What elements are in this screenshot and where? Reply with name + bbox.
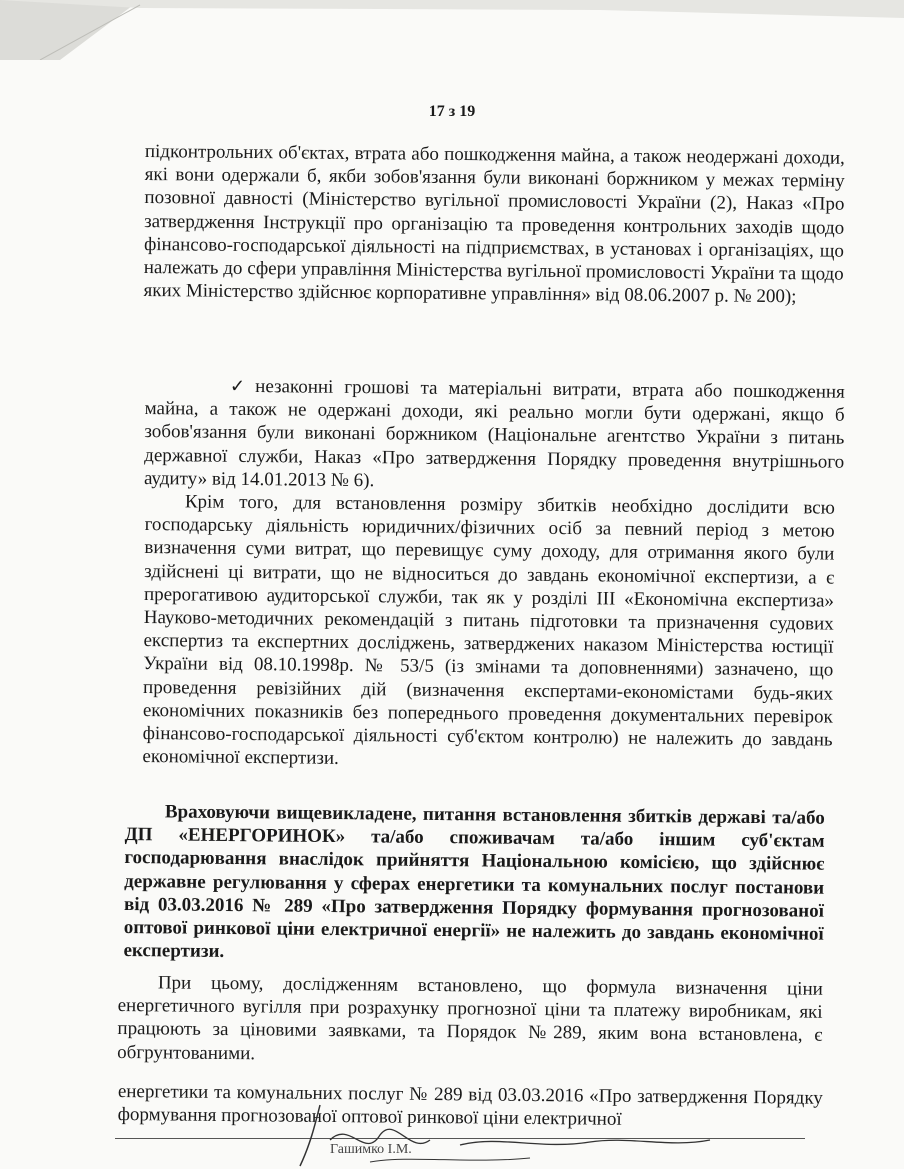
checkmark-icon: ✓ xyxy=(229,375,252,397)
signature-name: Гашимко І.М. xyxy=(330,1142,412,1157)
paragraph-conclusion xyxy=(123,800,825,969)
page-number: 17 з 19 xyxy=(428,103,476,120)
paragraph-top-text: підконтрольних об'єктах, втрата або пошкодження майна, а також неодержані доходи, які вони одержали б, якби зобов'язання були виконані боржником у межах терміну позовної давності (Міністерство вугільної промисловості України (2), Наказ «Про затвердження Інструкції про організацію та проведення контрольних заходів щодо фінансово-господарської діяльності на підприємствах, в установах і організаціях, що належать до сфери управління Міністерства вугільної промисловості України та щодо яких Міністерство здійснює корпоративне управління» від 08.06.2007 р. № 200); xyxy=(143,140,845,308)
paragraph-3 xyxy=(117,971,823,1071)
paragraph-2 xyxy=(142,490,835,775)
handwritten-signature xyxy=(270,1100,730,1169)
bullet-item xyxy=(144,374,845,497)
bullet-text: незаконні грошові та матеріальні витрати, втрата або пошкодження майна, а також не одержані доходи, які реально могли бути одержані, якщо б зобов'язання були виконані боржником (Національне агентство України з питань державної служби, Наказ «Про затвердження Порядку проведення внутрішнього аудиту» від 14.01.2013 № 6). xyxy=(143,376,845,492)
paragraph-3-text: При цьому, дослідженням встановлено, що формула визначення ціни енергетичного вугілля при розрахунку прогнозної ціни та платежу виробникам, які працюють за ціновими заявками, та Порядок №289, яким вона встановлена, є обгрунтованими. xyxy=(117,972,823,1064)
paragraph-conclusion-text: Враховуючи вищевикладене, питання встановлення збитків державі та/або ДП «ЕНЕРГОРИНОК» та/або споживачам та/або іншим суб'єктам господарювання внаслідок прийняття Національною комісією, що здійснює державне регулювання у сферах енергетики та комунальних послуг постанови від 03.03.2016 № 289 «Про затвердження Порядку формування прогнозованої оптової ринкової ціни електричної енергії» не належить до завдань економічної експертизи. xyxy=(123,801,825,963)
paragraph-bottom-text: енергетики та комунальних послуг № 289 від 03.03.2016 «Про затвердження Порядку формування прогнозованої оптової ринкової ціни електричної xyxy=(117,1081,823,1131)
paragraph-2-text: Крім того, для встановлення розміру збитків необхідно дослідити всю господарську діяльність юридичних/фізичних осіб за певний період з метою визначення суми витрат, що перевищує суму доходу, для отримання якого були здійснені ці витрати, що не відноситься до завдань економічної експертизи, а є прерогативою аудиторської служби, так як у розділі III «Економічна експертиза» Науково-методичних рекомендацій з питань підготовки та призначення судових експертиз та експертних досліджень, затверджених наказом Міністерства юстиції України від 08.10.1998р. № 53/5 (із змінами та доповненнями) зазначено, що проведення ревізійних дій (визначення експертами-економістами будь-яких економічних показників без попереднього проведення документальних перевірок фінансово-господарської діяльності суб'єктом контролю) не належить до завдань економічної експертизи. xyxy=(142,491,835,770)
paragraph-top xyxy=(143,140,845,309)
page-fold-shadow xyxy=(0,0,904,60)
